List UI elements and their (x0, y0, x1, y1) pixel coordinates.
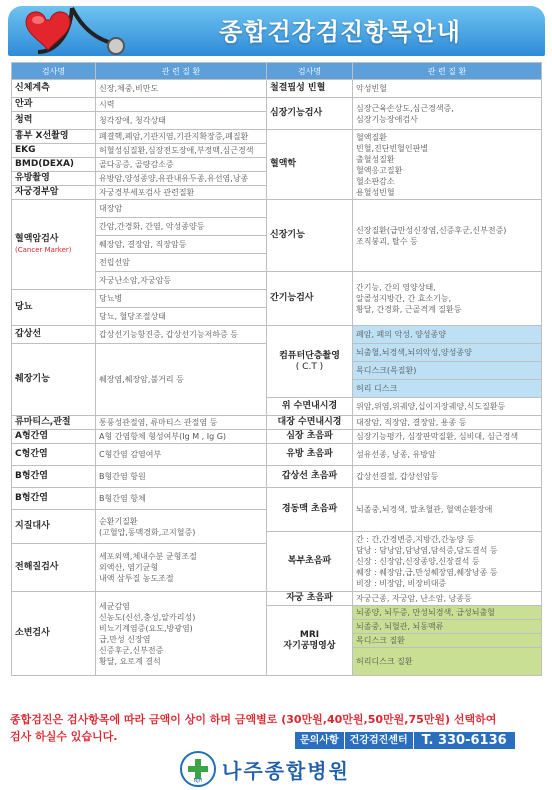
left-disease-desc: 간암,간경화, 간염, 악성종양등 (96, 218, 267, 236)
right-exam-name (267, 272, 353, 326)
disease-line: 담낭 : 담낭암,담낭염,담석증,담도결석 등 (356, 546, 498, 555)
right-exam-name (267, 200, 353, 272)
disease-line: 폐결핵,폐암,기관지염,기관지확장증,폐질환 (99, 132, 249, 141)
exam-name-text: 소변검사 (15, 628, 50, 638)
disease-line: 섬유선종, 낭종, 유방암 (356, 450, 436, 459)
left-disease-desc (96, 144, 267, 158)
left-exam-name (12, 186, 96, 200)
right-exam-name (267, 592, 353, 606)
left-exam-name (12, 466, 96, 488)
exam-name-text: C형간염 (15, 449, 48, 459)
exam-name-text: 자궁 초음파 (286, 593, 333, 603)
exam-name-text: 안과 (15, 99, 33, 109)
exam-name-text: 복부초음파 (287, 556, 332, 566)
right-disease-desc (353, 130, 542, 200)
exam-name-text: 유방 초음파 (286, 449, 333, 459)
exam-name-text: MRI (299, 629, 320, 640)
table-row (12, 200, 542, 218)
right-disease-desc: 뇌졸중, 뇌혈관, 뇌동맥류 (353, 620, 542, 634)
left-disease-desc (96, 544, 267, 592)
left-disease-desc: 대장암 (96, 200, 267, 218)
left-exam-name (12, 130, 96, 144)
right-exam-name (267, 606, 353, 676)
left-exam-name (12, 488, 96, 510)
left-exam-name (12, 144, 96, 158)
left-exam-name (12, 592, 96, 676)
right-exam-name (267, 430, 353, 444)
right-disease-desc (353, 466, 542, 488)
exam-name-text: 췌장기능 (15, 374, 50, 384)
disease-line: 심장근육손상도,심근경색증, (356, 103, 454, 113)
disease-line: A형 간염항체 형성여부(Ig M , Ig G) (99, 432, 227, 441)
exam-name-text: 철결핍성 빈혈 (270, 83, 326, 93)
left-exam-name (12, 416, 96, 430)
right-disease-desc (353, 200, 542, 272)
left-disease-desc (96, 344, 267, 416)
disease-line: 내액 삼투질 농도조절 (99, 574, 174, 583)
disease-line: 신장 : 신장암,신장종양,신장결석 등 (356, 557, 480, 566)
disease-line: 혈소판감소 (356, 176, 395, 186)
table-header-row (12, 63, 542, 80)
right-exam-name (267, 532, 353, 592)
right-disease-desc (353, 272, 542, 326)
table-row (12, 592, 542, 606)
right-disease-desc: 허리 디스크 (353, 380, 542, 398)
left-disease-desc: 당뇨병 (96, 290, 267, 308)
right-disease-desc (353, 592, 542, 606)
exam-name-text: B형간염 (15, 471, 48, 481)
disease-line: 순환기질환 (99, 516, 138, 526)
exam-name-text: 갑상선 (15, 329, 42, 339)
right-disease-desc (353, 80, 542, 98)
left-exam-name (12, 544, 96, 592)
left-exam-name (12, 112, 96, 130)
column-header: 관 련 질 환 (96, 63, 267, 80)
column-header: 검사명 (12, 63, 96, 80)
exam-name-text: 대장 수면내시경 (277, 417, 342, 427)
left-exam-name (12, 158, 96, 172)
exam-name-text: 청력 (15, 115, 33, 125)
emblem-text: NJH (193, 778, 203, 784)
right-disease-desc: 목디스크(목질환) (353, 362, 542, 380)
price-note-line1: 종합검진은 검사항목에 따라 금액이 상이 하며 금액별로 (30만원,40만원,50만원,75만원) 선택하여 (10, 713, 497, 726)
table-row (12, 430, 542, 444)
left-disease-desc (96, 416, 267, 430)
page-title: 종합건강검진항목안내 (219, 18, 461, 46)
disease-line: 시력 (99, 100, 115, 109)
left-exam-name (12, 430, 96, 444)
exam-name-text: 지질대사 (15, 521, 50, 531)
disease-line: 허혈성심질환,심장전도장애,부정맥,심근경색 (99, 146, 254, 155)
exam-name-sub: 자기공명영상 (283, 640, 336, 651)
left-exam-name (12, 444, 96, 466)
exam-name-text: A형간염 (15, 431, 49, 441)
exam-name-text: 심장 초음파 (286, 431, 333, 441)
exam-name-text: 간기능검사 (270, 293, 314, 303)
table-row (12, 326, 542, 344)
exam-name-text: 갑상선 초음파 (281, 471, 338, 481)
left-exam-name (12, 326, 96, 344)
table-row (12, 444, 542, 466)
disease-line: 용혈성빈혈 (356, 187, 395, 197)
disease-line: C형간염 감염여부 (99, 450, 162, 459)
right-disease-desc (353, 532, 542, 592)
right-exam-name (267, 444, 353, 466)
right-disease-desc: 뇌출혈,뇌경색,뇌의악성,양성종양 (353, 344, 542, 362)
disease-line: 출혈성질환 (356, 154, 395, 164)
left-disease-desc (96, 80, 267, 98)
disease-line: 간 : 간,간경변증,지방간,간농양 등 (356, 535, 475, 544)
exam-table (11, 62, 542, 676)
left-disease-desc (96, 172, 267, 186)
left-exam-name (12, 172, 96, 186)
right-exam-name (267, 326, 353, 398)
disease-line: 췌장 : 췌장암,급,만성췌장염,췌장낭종 등 (356, 568, 498, 577)
left-exam-name (12, 290, 96, 326)
table-row (12, 488, 542, 510)
right-disease-desc: 폐암, 폐의 악성, 양성종양 (353, 326, 542, 344)
exam-name-text: 신체계측 (15, 83, 50, 93)
left-disease-desc (96, 186, 267, 200)
exam-name-text: 당뇨 (15, 302, 33, 312)
right-disease-desc (353, 398, 542, 416)
disease-line: 비장 : 비장암, 비장비대증 (356, 579, 447, 588)
left-disease-desc (96, 130, 267, 144)
left-disease-desc: 자궁난소암,자궁암등 (96, 272, 267, 290)
table-row (12, 130, 542, 144)
disease-line: 세포외액,체내수분 균형조절 (99, 552, 197, 561)
left-disease-desc: 전립선암 (96, 254, 267, 272)
left-disease-desc (96, 488, 267, 510)
disease-line: 황달, 간경화, 근골격계 질환등 (356, 305, 462, 314)
disease-line: 청각장애, 청각상태 (99, 116, 166, 125)
price-note-line2: 검사 하실수 있습니다. (10, 730, 118, 743)
hospital-emblem-icon (180, 751, 216, 787)
contact-bar (295, 732, 515, 749)
disease-line: 골다공증, 골량감소증 (99, 160, 174, 169)
column-header: 검사명 (267, 63, 353, 80)
disease-line: 신장,체중,비만도 (99, 84, 159, 93)
disease-line: B형간염 항원 (99, 472, 146, 481)
heart-stethoscope-icon (12, 0, 132, 64)
left-exam-name (12, 344, 96, 416)
disease-line: 자궁경부세포검사 관련질환 (99, 188, 195, 197)
exam-name-text: 심장기능검사 (270, 108, 323, 118)
right-exam-name (267, 466, 353, 488)
column-header: 관 련 질 환 (353, 63, 542, 80)
disease-line: 혈액질환 (356, 132, 387, 142)
disease-line: 빈혈,진단빈혈인판별 (356, 143, 429, 153)
exam-name-text: EKG (15, 145, 36, 155)
contact-label: 문의사항 (295, 732, 344, 749)
left-disease-desc (96, 592, 267, 676)
right-exam-name (267, 80, 353, 98)
right-exam-name (267, 130, 353, 200)
exam-name-text: 혈액학 (270, 159, 297, 169)
disease-line: 췌장염,췌장암,불거리 등 (99, 375, 184, 384)
left-disease-desc: 당뇨, 혈당조절상태 (96, 308, 267, 326)
exam-name-text: BMD(DEXA) (15, 159, 75, 169)
left-disease-desc (96, 510, 267, 544)
disease-line: 대장암, 직장암, 결장암, 용종 등 (356, 418, 467, 427)
disease-line: 신농도(신선,충성,알카리성) (99, 612, 196, 622)
disease-line: 심장기능장애검사 (356, 114, 418, 124)
table-row (12, 80, 542, 98)
disease-line: 심장기능평가, 심장판막질환, 심비대, 심근경색 (356, 432, 519, 441)
disease-line: 간기능, 간의 영양상태, (356, 283, 436, 292)
right-disease-desc: 허리디스크 질환 (353, 648, 542, 676)
disease-line: B형간염 항체 (99, 494, 146, 503)
exam-name-sub: (Cancer Marker) (15, 245, 72, 254)
exam-name-text: 전해질검사 (15, 562, 59, 572)
table-row (12, 466, 542, 488)
contact-center: 건강검진센터 (344, 732, 413, 749)
hospital-logo (180, 752, 350, 786)
hospital-name: 나주종합병원 (222, 758, 350, 783)
exam-name-sub: ( C.T ) (295, 361, 324, 372)
right-disease-desc: 뇌종양, 뇌두증, 만성뇌경색, 급성뇌출혈 (353, 606, 542, 620)
disease-line: 유방암,양성종양,유관내유두종,유선염,낭종 (99, 174, 249, 183)
left-exam-name (12, 200, 96, 290)
disease-line: 신장질환(급만성신장염,신증후군,신부전증) (356, 225, 507, 235)
right-disease-desc (353, 430, 542, 444)
left-disease-desc (96, 158, 267, 172)
contact-phone[interactable]: T. 330-6136 (413, 732, 515, 749)
exam-name-text: 신장기능 (270, 230, 305, 240)
exam-name-text: 혈액암검사 (15, 233, 59, 244)
exam-name-text: 유방촬영 (15, 173, 50, 183)
right-exam-name (267, 98, 353, 130)
exam-name-text: 경동맥 초음파 (281, 504, 338, 514)
disease-line: 악성빈혈 (356, 84, 387, 93)
disease-line: 혈액응고질환 (356, 165, 403, 175)
exam-name-text: 흉부 X선촬영 (15, 131, 69, 141)
disease-line: 통풍성관절염, 류마티스 관절염 등 (99, 418, 218, 427)
right-disease-desc: 목디스크 질환 (353, 634, 542, 648)
disease-line: 알콜성지방간, 간 효소기능, (356, 294, 452, 303)
disease-line: 외액산, 염기균형 (99, 563, 159, 572)
exam-name-text: 류마티스,관절 (15, 417, 71, 427)
left-disease-desc (96, 466, 267, 488)
exam-name-text: 위 수면내시경 (281, 401, 338, 411)
left-exam-name (12, 98, 96, 112)
disease-line: 세균감염 (99, 601, 130, 611)
left-exam-name (12, 510, 96, 544)
right-exam-name (267, 488, 353, 532)
disease-line: 급,만성 신장염 (99, 634, 151, 644)
right-exam-name (267, 416, 353, 430)
exam-name-text: B형간염 (15, 493, 48, 503)
right-disease-desc (353, 98, 542, 130)
disease-line: 갑상선결절, 갑상선암등 (356, 472, 439, 481)
left-disease-desc (96, 326, 267, 344)
left-disease-desc (96, 98, 267, 112)
right-disease-desc (353, 488, 542, 532)
right-exam-name (267, 398, 353, 416)
left-exam-name (12, 80, 96, 98)
disease-line: 자궁근종, 자궁암, 난소암, 낭종등 (356, 594, 472, 603)
disease-line: 비뇨기계염증(요도,방광염) (99, 623, 193, 633)
disease-line: 신증후군,신부전증 (99, 645, 164, 655)
left-disease-desc (96, 430, 267, 444)
exam-name-text: 자궁경부암 (15, 187, 59, 197)
disease-line: 황달, 요로계 결석 (99, 656, 161, 666)
left-disease-desc (96, 112, 267, 130)
disease-line: 위암,위염,위궤양,십이지장궤양,식도질환등 (356, 402, 506, 411)
disease-line: 조직붕괴, 탈수 등 (356, 236, 418, 246)
right-disease-desc (353, 444, 542, 466)
table-row (12, 416, 542, 430)
disease-line: (고혈압,동맥경화,고지혈증) (99, 527, 196, 537)
exam-name-text: 컴퓨터단층촬영 (279, 350, 340, 361)
table-row (12, 98, 542, 112)
disease-line: 갑상선기능항진증, 갑상선기능저하증 등 (99, 330, 239, 339)
right-disease-desc (353, 416, 542, 430)
left-disease-desc (96, 444, 267, 466)
left-disease-desc: 췌장암, 결장암, 직장암등 (96, 236, 267, 254)
disease-line: 뇌졸중,뇌경색, 말초혈관, 혈액순환장애 (356, 505, 493, 514)
